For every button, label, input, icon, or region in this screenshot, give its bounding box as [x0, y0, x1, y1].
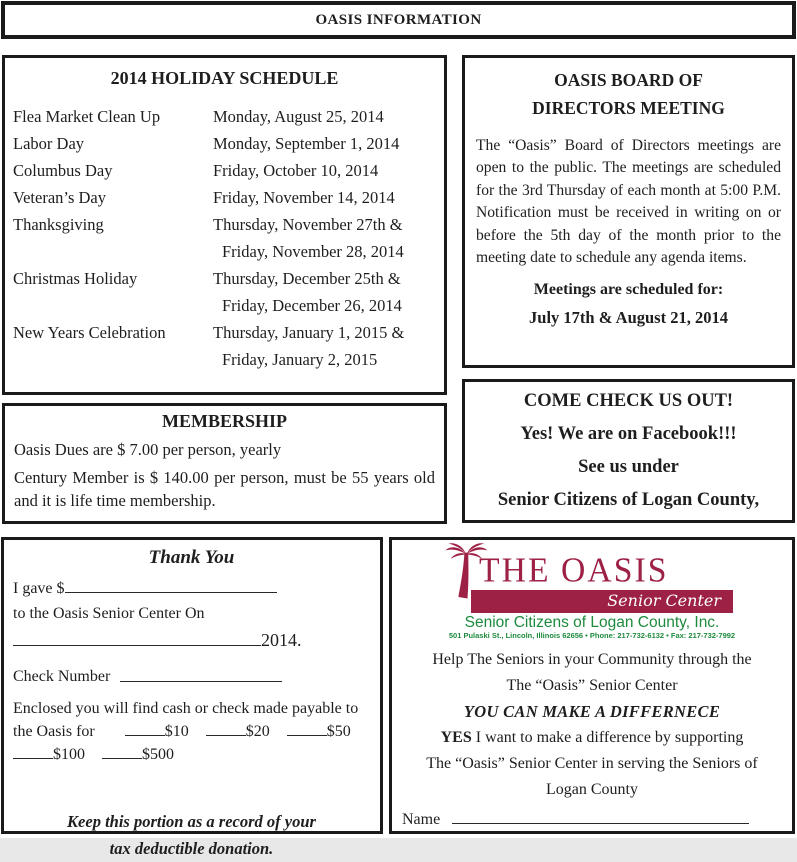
holiday-row	[13, 103, 436, 130]
page-title: OASIS INFORMATION	[315, 11, 482, 28]
membership-title: MEMBERSHIP	[161, 411, 287, 431]
oasis-senior-center-logo	[437, 544, 747, 641]
enclosed-paragraph	[13, 698, 370, 766]
meetings-scheduled-dates: July 17th & August 21, 2014	[529, 308, 728, 328]
holiday-row	[13, 346, 436, 373]
holiday-row	[13, 211, 436, 238]
holiday-date: Friday, December 26, 2014	[222, 296, 402, 315]
amount-checkbox-blank	[102, 743, 142, 759]
logo-brand-text: THE OASIS	[479, 552, 669, 590]
facebook-notice-box	[462, 379, 795, 523]
amount-option: $100	[53, 745, 85, 763]
amount-option: $10	[164, 722, 189, 740]
holiday-schedule-title: 2014 HOLIDAY SCHEDULE	[110, 68, 339, 88]
enclosed-line2-prefix: the Oasis for	[13, 722, 95, 740]
help-seniors-line2: The “Oasis” Senior Center	[506, 677, 678, 694]
serving-seniors-line: The “Oasis” Senior Center in serving the Seniors of	[426, 755, 758, 772]
name-line	[400, 807, 784, 833]
amount-checkbox-blank	[206, 720, 246, 736]
holiday-date: Monday, August 25, 2014	[213, 107, 384, 126]
holiday-row	[13, 184, 436, 211]
amount-checkbox-blank	[125, 720, 165, 736]
holiday-label	[13, 238, 213, 265]
amount-option: $500	[142, 745, 174, 763]
holiday-date: Thursday, November 27th &	[213, 215, 403, 234]
logan-county-line: Logan County	[546, 781, 638, 798]
holiday-label: Columbus Day	[13, 161, 113, 180]
header-box	[1, 1, 796, 39]
keep-portion-note	[13, 808, 370, 862]
donation-receipt-box	[1, 537, 383, 858]
facebook-line: See us under	[578, 457, 679, 477]
holiday-label: Veteran’s Day	[13, 188, 107, 207]
keep-note-line1: Keep this portion as a record of your	[67, 811, 316, 831]
check-number-label: Check Number	[13, 668, 111, 686]
amount-checkbox-blank	[13, 743, 53, 759]
holiday-row	[13, 157, 436, 184]
check-number-fill-in-blank	[120, 665, 282, 681]
holiday-row	[13, 292, 436, 319]
logo-address-text: 501 Pulaski St., Lincoln, Illinois 62656 • Phone: 217-732-6132 • Fax: 217-732-7992	[448, 631, 736, 640]
year-suffix: 2014.	[261, 630, 302, 651]
holiday-row	[13, 319, 436, 346]
facebook-line: COME CHECK US OUT!	[523, 391, 734, 411]
i-gave-label: I gave $	[13, 580, 65, 598]
i-gave-line	[13, 577, 370, 598]
holiday-row	[13, 130, 436, 157]
to-oasis-line: to the Oasis Senior Center On	[13, 605, 205, 623]
facebook-line: Yes! We are on Facebook!!!	[520, 424, 737, 444]
holiday-row	[13, 265, 436, 292]
holiday-date: Friday, November 28, 2014	[222, 242, 404, 261]
board-title-line1: OASIS BOARD OF	[554, 70, 703, 90]
holiday-schedule-box	[2, 55, 447, 395]
holiday-date: Monday, September 1, 2014	[213, 134, 400, 153]
holiday-date: Friday, October 10, 2014	[213, 161, 379, 180]
amount-option: $50	[326, 722, 351, 740]
membership-box	[2, 403, 447, 524]
meetings-scheduled-label: Meetings are scheduled for:	[533, 281, 724, 299]
logo-script-text: Senior Center	[607, 591, 721, 610]
holiday-date: Thursday, December 25th &	[213, 269, 401, 288]
board-meeting-box	[462, 55, 795, 368]
holiday-date: Friday, November 14, 2014	[213, 188, 395, 207]
board-meeting-title	[476, 66, 781, 122]
make-a-difference-line: YOU CAN MAKE A DIFFERNECE	[463, 702, 721, 721]
name-label: Name	[402, 811, 441, 828]
holiday-label: New Years Celebration	[13, 323, 166, 342]
holiday-label: Thanksgiving	[13, 215, 104, 234]
help-seniors-line1: Help The Seniors in your Community through the	[432, 651, 752, 668]
amount-fill-in-blank	[65, 577, 277, 593]
amount-checkbox-blank	[287, 720, 327, 736]
keep-note-line2: tax deductible donation.	[109, 838, 274, 858]
yes-rest: I want to make a difference by supporting	[475, 729, 744, 746]
holiday-label	[13, 346, 213, 373]
board-title-line2: DIRECTORS MEETING	[532, 98, 725, 118]
membership-century-line: Century Member is $ 140.00 per person, must be 55 years old and it is life time membership.	[14, 468, 435, 510]
date-year-line	[13, 630, 370, 651]
check-number-line	[13, 665, 370, 686]
board-meeting-body: The “Oasis” Board of Directors meetings are open to the public. The meetings are scheduled for the 3rd Thursday of each month at 5:00 P.M. Notification must be received in writing on or before the 5th day of the month prior to the meeting date to schedule any agenda items.	[476, 137, 781, 267]
holiday-label: Christmas Holiday	[13, 269, 138, 288]
membership-dues-line: Oasis Dues are $ 7.00 per person, yearly	[14, 440, 282, 459]
logo-organization-text: Senior Citizens of Logan County, Inc.	[464, 614, 720, 631]
holiday-label	[13, 292, 213, 319]
name-fill-in-blank	[452, 808, 749, 824]
logo-banner	[471, 590, 733, 613]
yes-pledge-line	[400, 725, 784, 751]
logo-brand-row	[437, 544, 747, 592]
holiday-label: Labor Day	[13, 134, 85, 153]
holiday-label: Flea Market Clean Up	[13, 107, 161, 126]
enclosed-line1: Enclosed you will find cash or check made payable to	[13, 699, 359, 717]
yes-word: YES	[440, 729, 472, 746]
holiday-row	[13, 238, 436, 265]
thank-you-title: Thank You	[148, 547, 235, 568]
holiday-date: Thursday, January 1, 2015 &	[213, 323, 405, 342]
enclosed-amounts-line	[13, 720, 370, 743]
amount-option: $20	[245, 722, 270, 740]
date-fill-in-blank	[13, 630, 261, 646]
facebook-line: Senior Citizens of Logan County,	[497, 490, 760, 510]
enclosed-amounts-line2	[13, 743, 370, 766]
support-pledge-box	[389, 537, 795, 834]
holiday-date: Friday, January 2, 2015	[222, 350, 378, 369]
